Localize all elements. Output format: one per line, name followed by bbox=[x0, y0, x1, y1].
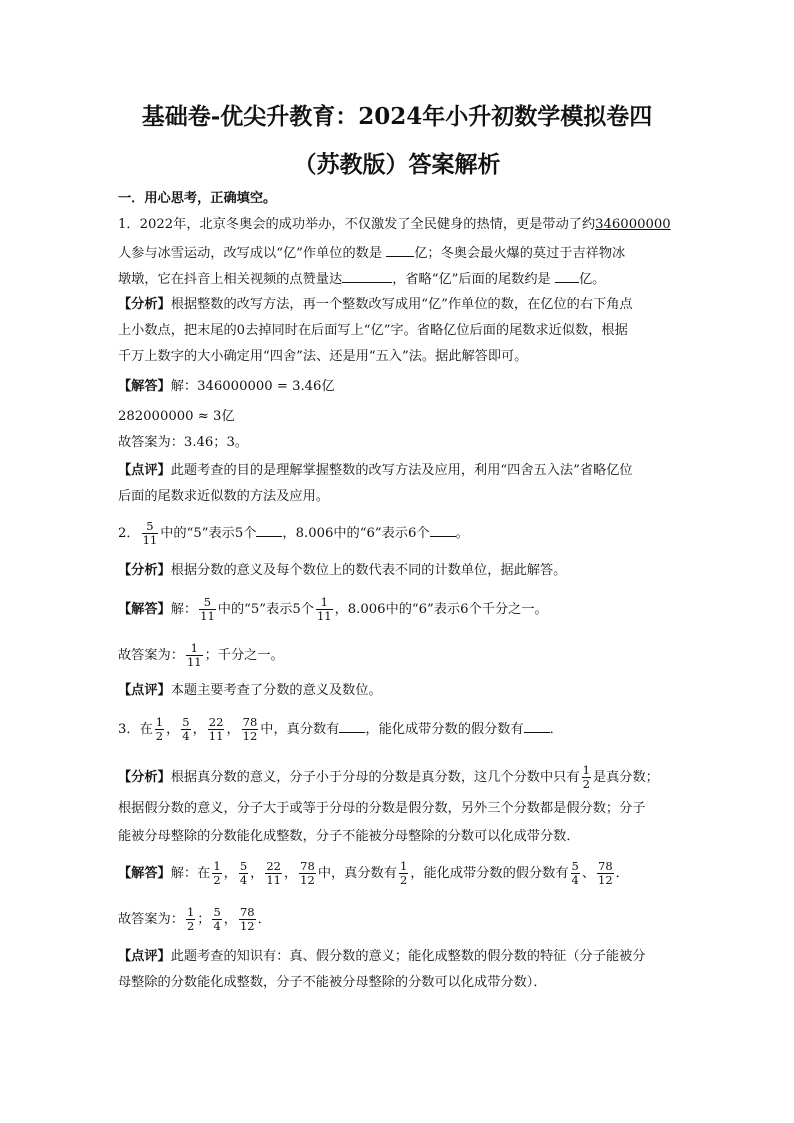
analysis-text: 根据分数的意义及每个数位上的数代表不同的计数单位，据此解答。 bbox=[170, 563, 567, 578]
denominator: 11 bbox=[186, 655, 202, 669]
analysis-text: 根据整数的改写方法，再一个整数改写成用“亿”作单位的数，在亿位的右下角点 bbox=[170, 297, 633, 312]
comment-text: 此题考查的知识有：真、假分数的意义；能化成整数的假分数的特征（分子能被分 bbox=[170, 949, 646, 964]
separator: 、 bbox=[581, 866, 596, 881]
fraction bbox=[582, 764, 591, 791]
fraction bbox=[597, 860, 614, 887]
answer-text: ，8.006中的“6”表示6个千分之一。 bbox=[334, 602, 548, 617]
final-text: 故答案为： bbox=[118, 648, 184, 663]
separator: ， bbox=[223, 912, 237, 927]
q1-text: 亿。 bbox=[578, 272, 606, 287]
fraction bbox=[265, 860, 282, 887]
numerator: 1 bbox=[155, 715, 164, 729]
q2-text: ，8.006中的“6”表示6个 bbox=[282, 526, 430, 541]
q3-text: ． bbox=[549, 722, 563, 737]
q1-line-1 bbox=[118, 214, 678, 236]
section-heading: 一．用心思考，正确填空。 bbox=[118, 191, 277, 206]
denominator: 4 bbox=[571, 873, 579, 887]
numerator: 78 bbox=[242, 715, 258, 729]
document-title-line-1: 基础卷-优尖升教育：2024年小升初数学模拟卷四 bbox=[141, 103, 653, 130]
numerator: 78 bbox=[598, 859, 613, 873]
q3-analysis-1 bbox=[118, 764, 678, 791]
numerator: 1 bbox=[186, 905, 195, 919]
comment-tag: 【点评】 bbox=[118, 683, 171, 698]
numerator: 5 bbox=[213, 905, 221, 919]
answer-blank bbox=[342, 268, 392, 283]
q1-answer-1 bbox=[118, 376, 678, 398]
q1-answer-2: 282000000 ≈ 3亿 bbox=[118, 409, 235, 424]
answer-text: 解：346000000 = 3.46亿 bbox=[170, 379, 335, 394]
comment-text: 此题考查的目的是理解掌握整数的改写方法及应用，利用“四舍五入法”省略亿位 bbox=[170, 463, 633, 478]
comment-tag: 【点评】 bbox=[118, 463, 171, 478]
separator: ， bbox=[250, 866, 264, 881]
numerator: 5 bbox=[571, 859, 579, 873]
answer-tag: 【解答】 bbox=[118, 602, 171, 617]
q3-answer bbox=[118, 860, 678, 887]
denominator: 12 bbox=[598, 873, 613, 887]
q3-line bbox=[118, 716, 678, 743]
separator: ， bbox=[223, 866, 237, 881]
q3-comment-2: 母整除的分数能化成整数，分子不能被分母整除的分数可以化成带分数）． bbox=[118, 975, 547, 990]
q1-final: 故答案为：3.46；3。 bbox=[118, 435, 249, 450]
final-text: ；千分之一。 bbox=[204, 648, 284, 663]
answer-blank bbox=[386, 242, 414, 257]
fraction bbox=[212, 906, 221, 933]
q1-text: 1．2022年，北京冬奥会的成功举办，不仅激发了全民健身的热情，更是带动了约 bbox=[118, 217, 596, 232]
q1-text: 人参与冰雪运动，改写成以“亿”作单位的数是 bbox=[118, 246, 383, 261]
denominator: 4 bbox=[213, 919, 221, 933]
analysis-tag: 【分析】 bbox=[118, 563, 171, 578]
denominator: 2 bbox=[582, 777, 590, 791]
analysis-text: 是真分数； bbox=[592, 770, 659, 785]
denominator: 12 bbox=[242, 729, 258, 743]
q2-analysis bbox=[118, 560, 678, 582]
q2-line bbox=[118, 520, 678, 547]
numerator: 1 bbox=[213, 859, 221, 873]
q1-text: ，省略“亿”后面的尾数约是 bbox=[392, 272, 551, 287]
fraction bbox=[316, 596, 333, 623]
fraction bbox=[186, 906, 195, 933]
q1-text: 亿；冬奥会最火爆的莫过于吉祥物冰 bbox=[414, 246, 626, 261]
fraction bbox=[571, 860, 580, 887]
q2-final bbox=[118, 642, 678, 669]
q3-text: 中，真分数有 bbox=[260, 722, 340, 737]
fraction bbox=[299, 860, 316, 887]
numerator: 5 bbox=[239, 859, 248, 873]
denominator: 4 bbox=[182, 729, 190, 743]
numerator: 78 bbox=[300, 859, 315, 873]
separator: ， bbox=[192, 722, 206, 737]
answer-text: 中，真分数有 bbox=[317, 866, 397, 881]
q1-analysis-3: 千万上数字的大小确定用“四舍”法、还是用“五入”法。据此解答即可。 bbox=[118, 349, 528, 364]
q2-answer bbox=[118, 596, 678, 623]
q3-analysis-2: 根据假分数的意义，分子大于或等于分母的分数是假分数，另外三个分数都是假分数；分子 bbox=[118, 801, 646, 816]
numerator: 22 bbox=[208, 715, 224, 729]
q1-analysis-2: 上小数点，把末尾的0去掉同时在后面写上“亿”字。省略亿位后面的尾数求近似数，根据 bbox=[118, 323, 628, 338]
fraction bbox=[208, 716, 225, 743]
answer-blank bbox=[430, 522, 456, 537]
answer-tag: 【解答】 bbox=[118, 866, 171, 881]
final-text: ． bbox=[257, 912, 271, 927]
answer-blank bbox=[339, 718, 365, 733]
q3-comment-1 bbox=[118, 946, 678, 968]
analysis-text: 根据真分数的意义，分子小于分母的分数是真分数，这几个分数中只有 bbox=[170, 770, 580, 785]
numerator: 5 bbox=[146, 519, 154, 533]
answer-text: ． bbox=[615, 866, 629, 881]
final-text: 故答案为： bbox=[118, 912, 184, 927]
numerator: 5 bbox=[203, 595, 212, 609]
numerator: 1 bbox=[190, 641, 198, 655]
q3-final bbox=[118, 906, 678, 933]
comment-tag: 【点评】 bbox=[118, 949, 171, 964]
separator: ， bbox=[166, 722, 180, 737]
numerator: 1 bbox=[320, 595, 328, 609]
answer-blank bbox=[524, 718, 550, 733]
q1-text: 墩墩，它在抖音上相关视频的点赞量达 bbox=[118, 272, 343, 287]
fraction bbox=[399, 860, 408, 887]
fraction bbox=[155, 716, 164, 743]
q1-comment-2: 后面的尾数求近似数的方法及应用。 bbox=[118, 489, 329, 504]
denominator: 11 bbox=[316, 609, 332, 623]
answer-tag: 【解答】 bbox=[118, 379, 171, 394]
answer-blank bbox=[256, 522, 282, 537]
q1-analysis-1 bbox=[118, 294, 678, 316]
fraction bbox=[242, 716, 259, 743]
denominator: 11 bbox=[200, 609, 215, 623]
analysis-tag: 【分析】 bbox=[118, 297, 171, 312]
denominator: 2 bbox=[213, 873, 221, 887]
q3-text: 3．在 bbox=[118, 722, 153, 737]
q1-line-3 bbox=[118, 268, 678, 291]
separator: ； bbox=[197, 912, 211, 927]
answer-text: ，能化成带分数的假分数有 bbox=[410, 866, 569, 881]
q2-comment bbox=[118, 680, 678, 702]
denominator: 11 bbox=[266, 873, 281, 887]
answer-text: 解：在 bbox=[170, 866, 211, 881]
denominator: 11 bbox=[208, 729, 224, 743]
q2-text: 。 bbox=[455, 526, 469, 541]
q3-text: ，能化成带分数的假分数有 bbox=[365, 722, 524, 737]
numerator: 5 bbox=[182, 715, 190, 729]
fraction bbox=[212, 860, 221, 887]
comment-text: 本题主要考查了分数的意义及数位。 bbox=[170, 683, 382, 698]
denominator: 12 bbox=[239, 919, 255, 933]
document-title-line-2: （苏教版）答案解析 bbox=[293, 151, 501, 178]
answer-text: 解： bbox=[170, 602, 198, 617]
fraction bbox=[186, 642, 203, 669]
numerator: 1 bbox=[582, 763, 590, 777]
numerator: 22 bbox=[266, 859, 281, 873]
denominator: 2 bbox=[186, 919, 195, 933]
numerator: 78 bbox=[239, 905, 255, 919]
numerator: 1 bbox=[399, 859, 408, 873]
q2-text: 2． bbox=[118, 526, 140, 541]
q2-text: 中的“5”表示5个 bbox=[160, 526, 257, 541]
denominator: 12 bbox=[300, 873, 315, 887]
fraction bbox=[239, 906, 256, 933]
denominator: 11 bbox=[142, 533, 158, 547]
fraction bbox=[181, 716, 190, 743]
denominator: 2 bbox=[155, 729, 164, 743]
separator: ， bbox=[283, 866, 298, 881]
denominator: 2 bbox=[399, 873, 408, 887]
fraction bbox=[239, 860, 248, 887]
analysis-tag: 【分析】 bbox=[118, 770, 171, 785]
q1-comment-1 bbox=[118, 460, 678, 482]
separator: ， bbox=[226, 722, 240, 737]
q1-number: 346000000 bbox=[595, 217, 671, 232]
q1-line-2 bbox=[118, 242, 678, 265]
fraction bbox=[199, 596, 216, 623]
fraction bbox=[142, 520, 159, 547]
q3-analysis-3: 能被分母整除的分数能化成整数，分子不能被分母整除的分数可以化成带分数． bbox=[118, 829, 580, 844]
answer-blank bbox=[555, 268, 579, 283]
denominator: 4 bbox=[239, 873, 248, 887]
answer-text: 中的“5”表示5个 bbox=[217, 602, 314, 617]
